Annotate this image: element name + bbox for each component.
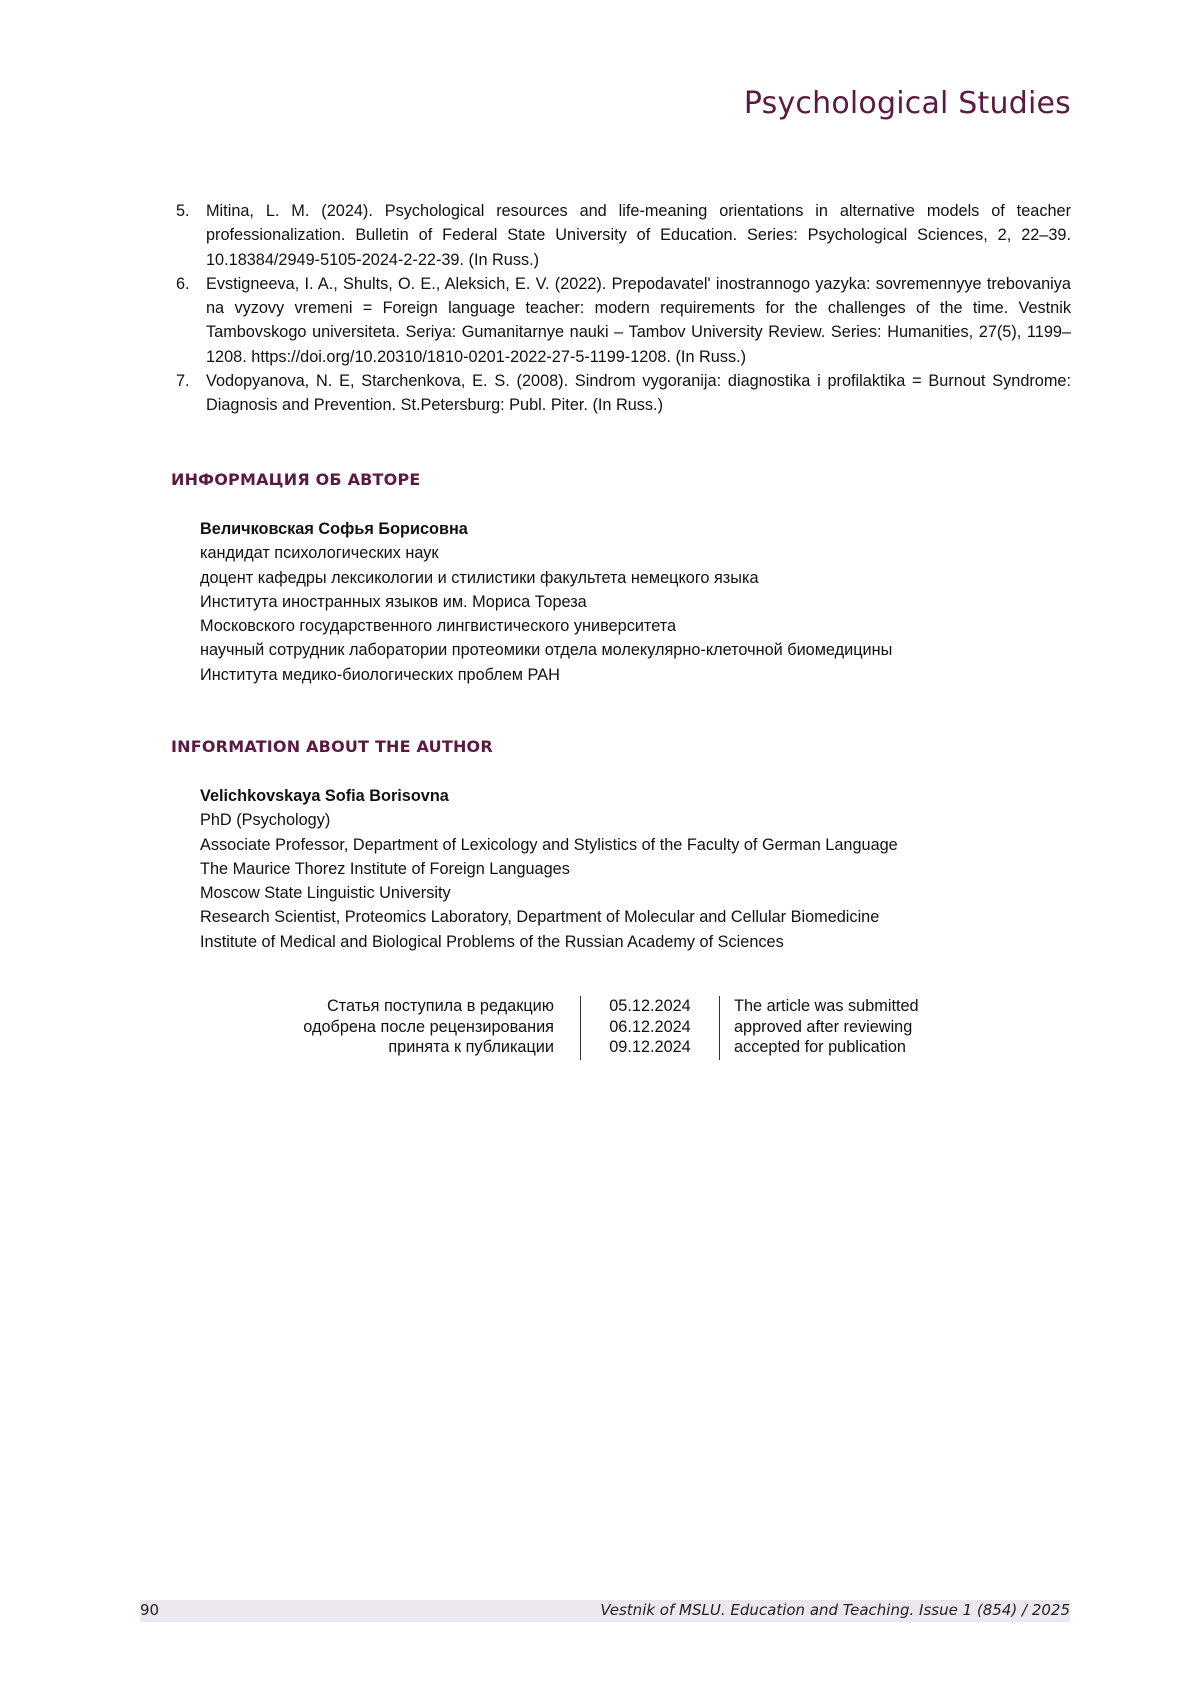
reference-number: 5. [176,202,190,220]
author-name-ru: Величковская Софья Борисовна [200,520,468,538]
reference-list [176,199,1071,418]
reference-text: Mitina, L. M. (2024). Psychological resources and life-meaning orientations in alternative models of teacher professionalization. Bulletin of Federal State University of Education. Series: Psychological Sciences, 2, 22–39. 10.18384/2949-5105-2024-2-22-39. (In Russ.) [206,202,1071,269]
reference-item [176,369,1071,418]
author-line-ru: Института иностранных языков им. Мориса Тореза [200,592,587,611]
author-line-en: PhD (Psychology) [200,811,331,830]
reference-number: 7. [176,372,190,391]
author-line-ru: научный сотрудник лаборатории протеомики отдела молекулярно-клеточной биомедицины [200,641,893,660]
date-label-en: approved after reviewing [734,1017,913,1036]
dates-labels-en [734,996,919,1058]
reference-number: 6. [176,274,190,293]
author-info-en [200,784,898,954]
author-line-ru: кандидат психологических наук [200,544,439,563]
author-line-en: Associate Professor, Department of Lexicology and Stylistics of the Faculty of German Language [200,835,898,854]
author-line-en: Institute of Medical and Biological Problems of the Russian Academy of Sciences [200,932,784,951]
journal-citation: Vestnik of MSLU. Education and Teaching. Issue 1 (854) / 2025 [600,1601,1070,1619]
date-label-en: accepted for publication [734,1038,906,1057]
article-dates-table [200,996,980,1060]
reference-text: Vodopyanova, N. E, Starchenkova, E. S. (2008). Sindrom vygoranija: diagnostika i profilaktika = Burnout Syndrome: Diagnosis and Prevention. St.Petersburg: Publ. Piter. (In Russ.) [206,372,1071,415]
date-value: 06.12.2024 [609,1017,691,1036]
date-label-ru: принята к публикации [388,1038,554,1057]
reference-item [176,199,1071,272]
running-head-section-title: Psychological Studies [743,86,1071,121]
reference-item [176,272,1071,369]
author-line-en: Moscow State Linguistic University [200,884,451,903]
author-line-en: The Maurice Thorez Institute of Foreign Languages [200,859,570,878]
reference-text: Evstigneeva, I. A., Shults, O. E., Aleksich, E. V. (2022). Prepodavatel' inostrannogo yazyka: sovremennyye trebovaniya na vyzovy vremeni = Foreign language teacher: modern requirements for the challenges of the time. Vestnik Tambovskogo universiteta. Seriya: Gumanitarnye nauki – Tambov University Review. Series: Humanities, 27(5), 1199–1208. https://doi.org/10.20310/1810-0201-2022-27-5-1199-1208. (In Russ.) [206,274,1071,366]
dates-values [580,996,720,1060]
date-label-ru: Статья поступила в редакцию [326,997,554,1015]
author-line-ru: доцент кафедры лексикологии и стилистики факультета немецкого языка [200,568,759,587]
author-info-heading-en: INFORMATION ABOUT THE AUTHOR [171,737,493,756]
author-line-ru: Московского государственного лингвистического университета [200,617,677,636]
date-label-ru: одобрена после рецензирования [303,1017,554,1036]
author-line-en: Research Scientist, Proteomics Laboratory, Department of Molecular and Cellular Biomedicine [200,908,880,927]
page-number: 90 [140,1601,160,1619]
author-info-ru [200,517,892,687]
dates-labels-ru [303,996,554,1058]
author-info-heading-ru: ИНФОРМАЦИЯ ОБ АВТОРЕ [171,470,421,489]
date-value: 09.12.2024 [609,1038,691,1057]
author-name-en: Velichkovskaya Sofia Borisovna [200,787,449,805]
date-value: 05.12.2024 [609,997,691,1015]
author-line-ru: Института медико-биологических проблем РАН [200,665,560,684]
date-label-en: The article was submitted [734,997,919,1015]
